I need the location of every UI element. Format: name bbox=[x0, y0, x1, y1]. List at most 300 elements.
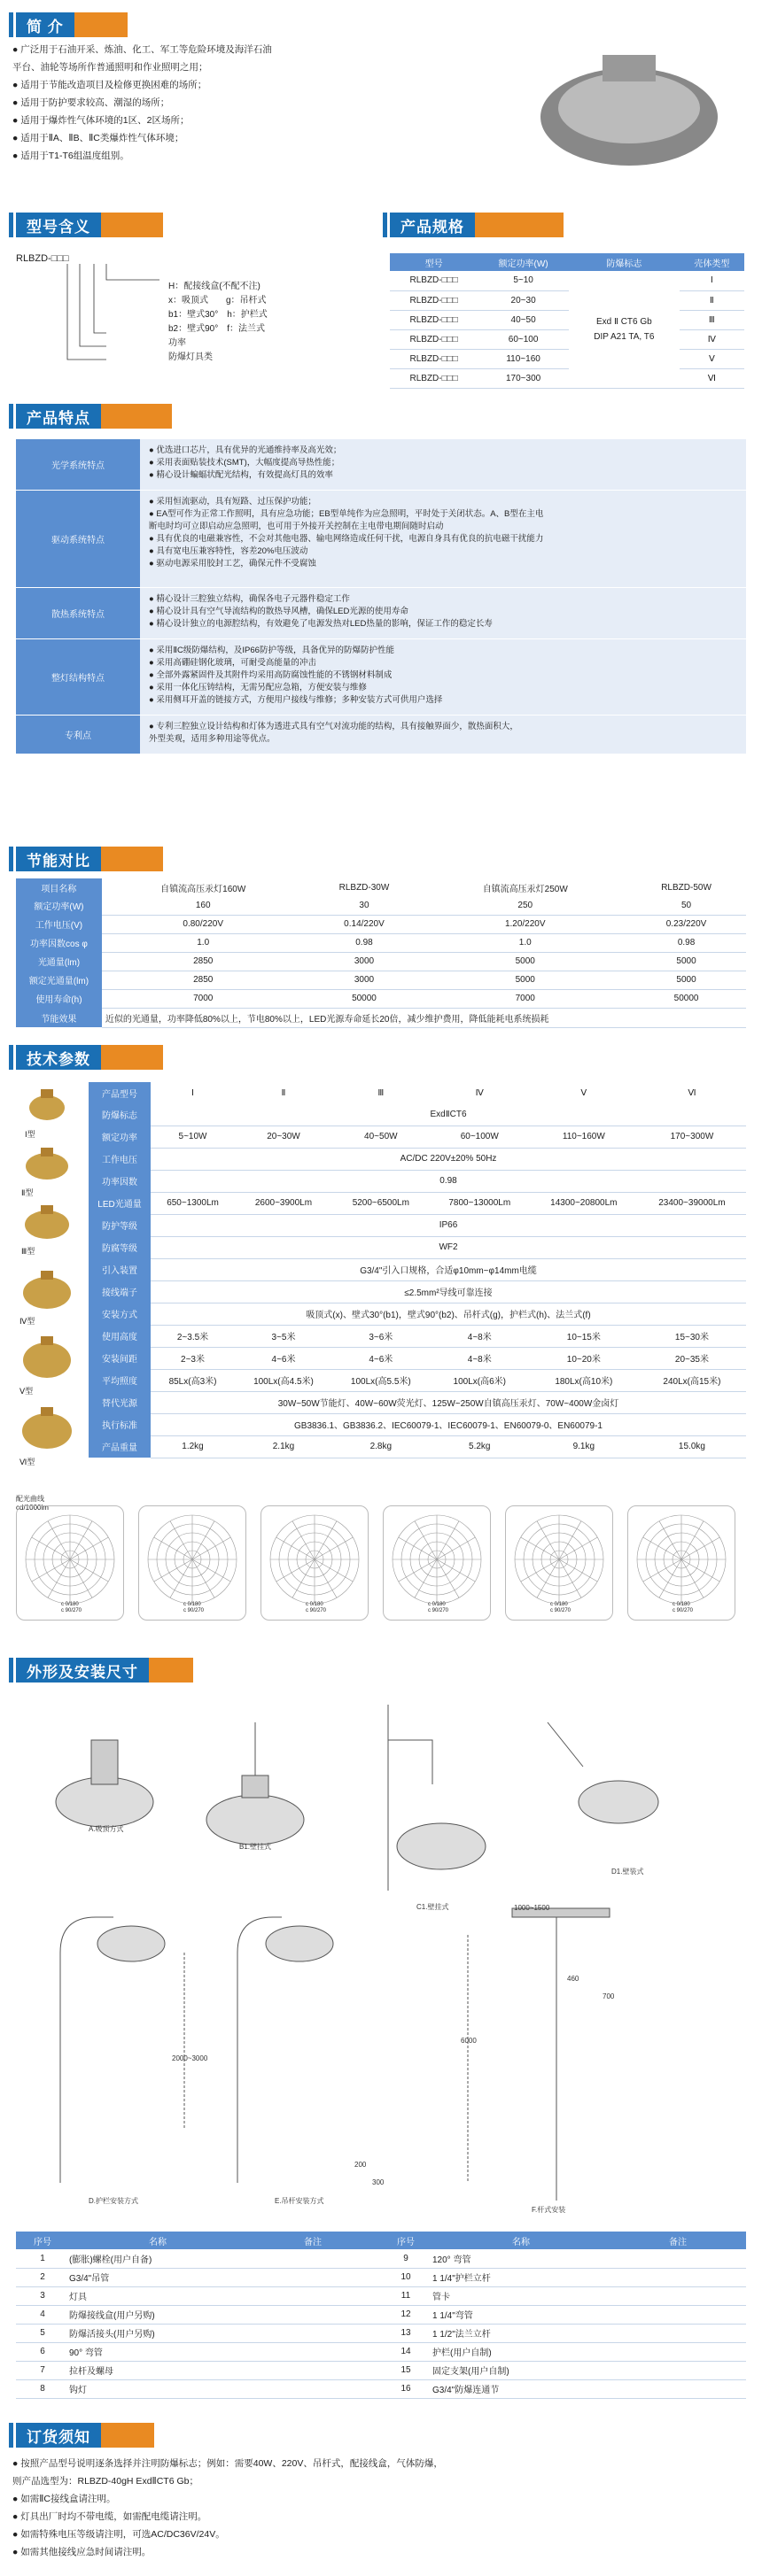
install-dim: 1000~1500 bbox=[514, 1904, 550, 1912]
saving-cell: 0.98 bbox=[626, 933, 746, 952]
polar-curve-chart bbox=[505, 1505, 613, 1621]
lamp-icon bbox=[19, 1404, 74, 1453]
parts-header-cell: 备注 bbox=[304, 2237, 322, 2247]
feature-line: ● 采用ⅡC级防爆结构，及IP66防护等级，具备优异的防爆防护性能 bbox=[149, 646, 394, 655]
polar-legend: c 90/270 bbox=[550, 1608, 572, 1613]
polar-curve-chart bbox=[383, 1505, 491, 1621]
feature-line: ● 采用高硼硅钢化玻璃，可耐受高能量的冲击 bbox=[149, 658, 316, 668]
saving-cell: 160 bbox=[102, 896, 305, 915]
order-title: 订货须知 bbox=[16, 2423, 101, 2448]
table-row bbox=[16, 2342, 746, 2361]
tech-header-cell: Ⅰ bbox=[151, 1082, 235, 1103]
tech-row-label: 安装间距 bbox=[89, 1347, 151, 1369]
tech-row-label: 替代光源 bbox=[89, 1391, 151, 1413]
feature-line: ● 优选进口芯片，具有优异的光通维持率及高光效； bbox=[149, 445, 342, 455]
lamp-type-label: Ⅴ型 bbox=[19, 1387, 34, 1396]
spec-header bbox=[390, 213, 564, 237]
tech-cell: 10~20米 bbox=[530, 1347, 638, 1369]
saving-header-cell: 项目名称 bbox=[41, 884, 77, 894]
spec-header-cell: 防爆标志 bbox=[606, 259, 642, 269]
saving-header-cell: 自镇流高压汞灯160W bbox=[102, 878, 305, 896]
tech-cell: 3~6米 bbox=[332, 1325, 430, 1347]
saving-row-label: 额定功率(W) bbox=[16, 896, 102, 915]
parts-cell: G3/4"防爆连通节 bbox=[432, 2379, 610, 2398]
feature-line: ● 精心设计蝙蝠状配光结构，有效提高灯具的效率 bbox=[149, 470, 333, 480]
install-label: C1.壁挂式 bbox=[416, 1903, 449, 1911]
spec-cell: RLBZD-□□□ bbox=[390, 290, 478, 310]
parts-cell: 1 1/4"护栏立杆 bbox=[432, 2268, 610, 2286]
polar-legend: c 90/270 bbox=[183, 1608, 205, 1613]
parts-cell: 灯具 bbox=[69, 2286, 246, 2305]
order-line: ● 灯具出厂时均不带电缆，如需配电缆请注明。 bbox=[12, 2511, 207, 2522]
feature-key: 专利点 bbox=[16, 716, 140, 754]
tech-cell: 4~8米 bbox=[430, 1347, 530, 1369]
saving-cell: 2850 bbox=[102, 952, 305, 971]
spec-cell: 110~160 bbox=[478, 349, 569, 368]
spec-mark: DIP A21 TA, T6 bbox=[594, 331, 655, 342]
lamp-icon bbox=[19, 1268, 74, 1312]
tech-cell: 3~5米 bbox=[235, 1325, 332, 1347]
spec-cell: 170~300 bbox=[478, 368, 569, 388]
tech-row-label: 防爆标志 bbox=[89, 1103, 151, 1126]
parts-cell: 防爆接线盒(用户另购) bbox=[69, 2305, 246, 2324]
tech-header-cell: Ⅱ bbox=[235, 1082, 332, 1103]
saving-cell: 1.0 bbox=[424, 933, 626, 952]
parts-cell: (膨胀)螺栓(用户自备) bbox=[69, 2249, 246, 2268]
intro-line: ● 广泛用于石油开采、炼油、化工、军工等危险环境及海洋石油 bbox=[12, 44, 272, 55]
parts-cell: G3/4"吊管 bbox=[69, 2268, 246, 2286]
lamp-type-2 bbox=[21, 1144, 73, 1198]
parts-header-cell: 序号 bbox=[34, 2237, 51, 2247]
tech-header-cell: Ⅳ bbox=[430, 1082, 530, 1103]
parts-cell: 14 bbox=[379, 2342, 432, 2361]
tech-row-label: 接线端子 bbox=[89, 1280, 151, 1303]
polar-legend: c 90/270 bbox=[428, 1608, 449, 1613]
parts-table bbox=[16, 2232, 746, 2399]
parts-cell: 16 bbox=[379, 2379, 432, 2398]
order-line: ● 如需ⅡC接线盒请注明。 bbox=[12, 2494, 116, 2504]
lamp-type-5 bbox=[19, 1334, 74, 1396]
spec-cell: 5~10 bbox=[478, 271, 569, 290]
feature-line: ● EA型可作为正常工作照明，具有应急功能；EB型单纯作为应急照明，平时处于关闭状态。A、B型在主电 bbox=[149, 509, 544, 519]
intro-line: ● 适用于节能改造项目及检修更换困难的场所； bbox=[12, 80, 207, 90]
polar-curve-chart bbox=[627, 1505, 735, 1621]
spec-cell: 20~30 bbox=[478, 290, 569, 310]
tech-row-label: 平均照度 bbox=[89, 1369, 151, 1391]
curve-title: 配光曲线 bbox=[16, 1495, 44, 1503]
tech-cell: 60~100W bbox=[430, 1126, 530, 1148]
saving-cell: 0.14/220V bbox=[305, 915, 424, 933]
parts-cell: 6 bbox=[16, 2342, 69, 2361]
product-photo bbox=[496, 19, 753, 188]
saving-cell: 0.98 bbox=[305, 933, 424, 952]
parts-cell: 5 bbox=[16, 2324, 69, 2342]
parts-cell: 7 bbox=[16, 2361, 69, 2379]
install-dim: 460 bbox=[567, 1975, 579, 1983]
polar-curve-chart bbox=[260, 1505, 369, 1621]
parts-cell: 拉杆及螺母 bbox=[69, 2361, 246, 2379]
tech-row-label: 防护等级 bbox=[89, 1214, 151, 1236]
parts-cell bbox=[610, 2324, 746, 2342]
features-header bbox=[16, 404, 172, 429]
parts-cell bbox=[246, 2249, 379, 2268]
saving-cell: 7000 bbox=[424, 989, 626, 1008]
polar-curve-chart bbox=[16, 1505, 124, 1621]
tech-cell: 180Lx(高10米) bbox=[530, 1369, 638, 1391]
order-line: ● 如需特殊电压等级请注明，可选AC/DC36V/24V。 bbox=[12, 2529, 225, 2540]
saving-cell: 250 bbox=[424, 896, 626, 915]
curve-unit: cd/1000lm bbox=[16, 1504, 49, 1512]
saving-header-cell: RLBZD-50W bbox=[626, 878, 746, 896]
tech-header-cell: Ⅴ bbox=[530, 1082, 638, 1103]
saving-cell: 0.23/220V bbox=[626, 915, 746, 933]
tech-row-label: 防腐等级 bbox=[89, 1236, 151, 1258]
table-row bbox=[16, 2379, 746, 2398]
install-label: A.吸顶方式 bbox=[89, 1825, 124, 1833]
tech-cell: 吸顶式(x)、壁式30°(b1)，壁式90°(b2)、吊杆式(g)，护栏式(h)、法兰式(f) bbox=[151, 1303, 746, 1325]
tech-cell: 5~10W bbox=[151, 1126, 235, 1148]
saving-cell: 5000 bbox=[424, 952, 626, 971]
parts-cell bbox=[246, 2361, 379, 2379]
parts-cell: 管卡 bbox=[432, 2286, 610, 2305]
tech-cell: 100Lx(高5.5米) bbox=[332, 1369, 430, 1391]
saving-cell: 5000 bbox=[626, 971, 746, 989]
tech-table bbox=[89, 1082, 746, 1458]
polar-legend: c 0/180 bbox=[306, 1602, 323, 1607]
spec-cell: RLBZD-□□□ bbox=[390, 271, 478, 290]
install-dim: 200 bbox=[354, 2161, 367, 2169]
saving-table bbox=[16, 878, 746, 1028]
feature-line: ● 精心设计三腔独立结构，确保各电子元器件稳定工作 bbox=[149, 594, 350, 604]
model-item: h：护栏式 bbox=[227, 310, 268, 320]
tech-cell: 9.1kg bbox=[530, 1435, 638, 1458]
tech-cell: GB3836.1、GB3836.2、IEC60079-1、IEC60079-1、EN60079-0、EN60079-1 bbox=[151, 1413, 746, 1435]
tech-cell: 2600~3900Lm bbox=[235, 1192, 332, 1214]
polar-curve-chart bbox=[138, 1505, 246, 1621]
install-dim: 700 bbox=[603, 1992, 615, 2000]
parts-cell: 13 bbox=[379, 2324, 432, 2342]
saving-cell: 5000 bbox=[626, 952, 746, 971]
saving-cell: 0.80/220V bbox=[102, 915, 305, 933]
lamp-icon bbox=[19, 1334, 74, 1382]
model-item: 防爆灯具类 bbox=[168, 352, 213, 362]
saving-title: 节能对比 bbox=[16, 847, 101, 871]
model-item: b2：壁式90° bbox=[168, 324, 219, 334]
lamp-type-label: Ⅵ型 bbox=[19, 1458, 35, 1466]
tech-cell: IP66 bbox=[151, 1214, 746, 1236]
parts-cell: 钩灯 bbox=[69, 2379, 246, 2398]
parts-cell: 防爆活接头(用户另购) bbox=[69, 2324, 246, 2342]
tech-cell: AC/DC 220V±20% 50Hz bbox=[151, 1148, 746, 1170]
model-item: f：法兰式 bbox=[227, 324, 266, 334]
install-label: D1.壁装式 bbox=[611, 1868, 644, 1876]
order-line: ● 如需其他接线应急时间请注明。 bbox=[12, 2547, 152, 2557]
install-drawings bbox=[16, 1687, 746, 2218]
tech-cell: 2~3米 bbox=[151, 1347, 235, 1369]
install-header bbox=[16, 1658, 193, 1683]
spec-mark: Exd Ⅱ CT6 Gb bbox=[595, 316, 652, 327]
parts-cell: 120° 弯管 bbox=[432, 2249, 610, 2268]
tech-row-label: 功率因数 bbox=[89, 1170, 151, 1192]
install-dim: 300 bbox=[372, 2178, 385, 2186]
parts-cell: 8 bbox=[16, 2379, 69, 2398]
install-dim: 6000 bbox=[461, 2037, 477, 2045]
parts-header-cell: 名称 bbox=[149, 2237, 167, 2247]
lamp-type-label: Ⅲ型 bbox=[21, 1247, 35, 1256]
parts-cell bbox=[610, 2361, 746, 2379]
parts-cell bbox=[610, 2379, 746, 2398]
spec-header-cell: 型号 bbox=[424, 259, 443, 269]
intro-line: ● 适用于爆炸性气体环境的1区、2区场所； bbox=[12, 115, 190, 126]
parts-cell: 15 bbox=[379, 2361, 432, 2379]
table-row bbox=[16, 2324, 746, 2342]
polar-legend: c 0/180 bbox=[550, 1602, 568, 1607]
feature-line: ● 全部外露紧固件及其附件均采用高防腐蚀性能的不锈钢材料制成 bbox=[149, 670, 393, 680]
parts-cell: 4 bbox=[16, 2305, 69, 2324]
saving-header-cell: RLBZD-30W bbox=[305, 878, 424, 896]
feature-key: 整灯结构特点 bbox=[16, 639, 140, 715]
order-list bbox=[12, 2455, 748, 2561]
spec-cell: Ⅳ bbox=[680, 329, 744, 349]
model-item: b1：壁式30° bbox=[168, 310, 219, 320]
feature-line: ● 采用恒流驱动，具有短路、过压保护功能； bbox=[149, 497, 316, 507]
parts-cell bbox=[610, 2268, 746, 2286]
tech-cell: 2.8kg bbox=[332, 1435, 430, 1458]
saving-cell: 1.20/220V bbox=[424, 915, 626, 933]
parts-cell bbox=[246, 2268, 379, 2286]
lamp-icon bbox=[21, 1144, 73, 1184]
parts-cell bbox=[246, 2379, 379, 2398]
tech-cell: 170~300W bbox=[638, 1126, 746, 1148]
tech-cell: WF2 bbox=[151, 1236, 746, 1258]
tech-title: 技术参数 bbox=[16, 1045, 101, 1070]
tech-header bbox=[16, 1045, 163, 1070]
lamp-type-3 bbox=[21, 1203, 73, 1257]
tech-cell: 15.0kg bbox=[638, 1435, 746, 1458]
tech-cell: 1.2kg bbox=[151, 1435, 235, 1458]
parts-cell bbox=[610, 2286, 746, 2305]
saving-note: 近似的光通量，功率降低80%以上，节电80%以上，LED光源寿命延长20倍，减少维护费用，降低能耗电系统损耗 bbox=[102, 1008, 746, 1027]
feature-line: ● 专利三腔独立设计结构和灯体为透进式具有空气对流功能的结构，具有接触界面少，散热面积大， bbox=[149, 722, 518, 731]
spec-cell: Ⅴ bbox=[680, 349, 744, 368]
parts-cell: 1 bbox=[16, 2249, 69, 2268]
parts-cell: 护栏(用户自制) bbox=[432, 2342, 610, 2361]
table-row bbox=[16, 2286, 746, 2305]
parts-cell: 90° 弯管 bbox=[69, 2342, 246, 2361]
parts-cell bbox=[246, 2305, 379, 2324]
tech-cell: 14300~20800Lm bbox=[530, 1192, 638, 1214]
saving-row-label: 使用寿命(h) bbox=[16, 989, 102, 1008]
install-label: D.护栏安装方式 bbox=[89, 2197, 138, 2205]
lamp-type-label: Ⅳ型 bbox=[19, 1317, 35, 1326]
parts-header-cell: 名称 bbox=[512, 2237, 530, 2247]
feature-line: ● 采用表面贴装技术(SMT)，大幅度提高导热性能； bbox=[149, 458, 340, 468]
intro-list bbox=[12, 41, 420, 165]
saving-row-label: 功率因数cos φ bbox=[16, 933, 102, 952]
intro-header bbox=[16, 12, 128, 37]
parts-cell bbox=[246, 2342, 379, 2361]
spec-cell: Ⅵ bbox=[680, 368, 744, 388]
polar-legend: c 90/270 bbox=[306, 1608, 327, 1613]
lamp-type-label: Ⅰ型 bbox=[25, 1130, 35, 1139]
tech-cell: 2.1kg bbox=[235, 1435, 332, 1458]
parts-cell bbox=[610, 2305, 746, 2324]
polar-legend: c 0/180 bbox=[673, 1602, 690, 1607]
tech-cell: 20~35米 bbox=[638, 1347, 746, 1369]
tech-row-label: 额定功率 bbox=[89, 1126, 151, 1148]
tech-header-cell: Ⅵ bbox=[638, 1082, 746, 1103]
saving-cell: 3000 bbox=[305, 952, 424, 971]
tech-cell: ExdⅡCT6 bbox=[151, 1103, 746, 1126]
model-item: 功率 bbox=[168, 338, 186, 348]
tech-cell: G3/4"引入口规格，合适φ10mm~φ14mm电缆 bbox=[151, 1258, 746, 1280]
feature-key: 散热系统特点 bbox=[16, 588, 140, 638]
install-title: 外形及安装尺寸 bbox=[16, 1658, 149, 1683]
feature-line: ● 驱动电源采用胶封工艺，确保元件不受腐蚀 bbox=[149, 559, 316, 569]
feature-line: ● 具有宽电压兼容特性，容差20%电压波动 bbox=[149, 546, 308, 556]
saving-row-label: 工作电压(V) bbox=[16, 915, 102, 933]
spec-cell: RLBZD-□□□ bbox=[390, 349, 478, 368]
parts-cell: 1 1/4"弯管 bbox=[432, 2305, 610, 2324]
model-title: 型号含义 bbox=[16, 213, 101, 237]
tech-cell: 15~30米 bbox=[638, 1325, 746, 1347]
feature-line: ● 精心设计具有空气导流结构的散热导风槽，确保LED光源的使用寿命 bbox=[149, 607, 408, 616]
order-line: ● 按照产品型号说明逐条选择并注明防爆标志；例如：需要40W、220V、吊杆式，配接线盒，气体防爆， bbox=[12, 2458, 443, 2469]
intro-line: ● 适用于防护要求较高、潮湿的场所； bbox=[12, 97, 170, 108]
saving-row-label: 节能效果 bbox=[16, 1008, 102, 1027]
spec-header-cell: 壳体类型 bbox=[694, 259, 730, 269]
saving-cell: 50000 bbox=[626, 989, 746, 1008]
saving-cell: 5000 bbox=[424, 971, 626, 989]
install-label: F.杆式安装 bbox=[532, 2206, 566, 2214]
tech-cell: 23400~39000Lm bbox=[638, 1192, 746, 1214]
model-items bbox=[168, 280, 268, 365]
tech-row-label: 使用高度 bbox=[89, 1325, 151, 1347]
tech-cell: 40~50W bbox=[332, 1126, 430, 1148]
polar-legend: c 0/180 bbox=[183, 1602, 201, 1607]
saving-cell: 30 bbox=[305, 896, 424, 915]
lamp-type-label: Ⅱ型 bbox=[21, 1188, 34, 1197]
feature-key: 光学系统特点 bbox=[16, 439, 140, 490]
tech-cell: 5200~6500Lm bbox=[332, 1192, 430, 1214]
tech-cell: 100Lx(高4.5米) bbox=[235, 1369, 332, 1391]
tech-cell: 2~3.5米 bbox=[151, 1325, 235, 1347]
tech-cell: ≤2.5mm²导线可靠连接 bbox=[151, 1280, 746, 1303]
polar-legend: c 0/180 bbox=[428, 1602, 446, 1607]
intro-line: ● 适用于ⅡA、ⅡB、ⅡC类爆炸性气体环境； bbox=[12, 133, 184, 143]
lamp-type-1 bbox=[25, 1086, 69, 1140]
tech-row-label: LED光通量 bbox=[89, 1192, 151, 1214]
saving-cell: 50000 bbox=[305, 989, 424, 1008]
model-item: H：配接线盒(不配不注) bbox=[168, 282, 260, 291]
tech-row-label: 执行标准 bbox=[89, 1413, 151, 1435]
tech-cell: 0.98 bbox=[151, 1170, 746, 1192]
lamp-icon bbox=[25, 1086, 69, 1126]
saving-cell: 1.0 bbox=[102, 933, 305, 952]
model-item: x：吸顶式 bbox=[168, 296, 208, 306]
tech-cell: 85Lx(高3米) bbox=[151, 1369, 235, 1391]
tech-cell: 240Lx(高15米) bbox=[638, 1369, 746, 1391]
tech-cell: 110~160W bbox=[530, 1126, 638, 1148]
spec-cell: RLBZD-□□□ bbox=[390, 310, 478, 329]
tech-row-label: 引入装置 bbox=[89, 1258, 151, 1280]
lamp-type-4 bbox=[19, 1268, 74, 1327]
spec-table bbox=[390, 253, 744, 389]
feature-line: ● 采用一体化压铸结构，无需另配应急箱，方便安装与维修 bbox=[149, 683, 367, 692]
feature-line: 断电时均可立即启动应急照明，也可用于外接开关控制在主电带电期间随时启动 bbox=[149, 522, 444, 531]
tech-cell: 20~30W bbox=[235, 1126, 332, 1148]
features-title: 产品特点 bbox=[16, 404, 101, 429]
spec-cell: Ⅲ bbox=[680, 310, 744, 329]
polar-legend: c 0/180 bbox=[61, 1602, 79, 1607]
feature-key: 驱动系统特点 bbox=[16, 491, 140, 587]
parts-cell bbox=[610, 2342, 746, 2361]
tech-cell: 4~6米 bbox=[235, 1347, 332, 1369]
parts-header-cell: 序号 bbox=[397, 2237, 415, 2247]
saving-header bbox=[16, 847, 163, 871]
tech-cell: 30W~50W节能灯、40W~60W荧光灯、125W~250W自镇高压汞灯、70W~400W金卤灯 bbox=[151, 1391, 746, 1413]
spec-title: 产品规格 bbox=[390, 213, 475, 237]
parts-cell: 1 1/2"法兰立杆 bbox=[432, 2324, 610, 2342]
tech-cell: 7800~13000Lm bbox=[430, 1192, 530, 1214]
intro-line: ● 适用于T1-T6组温度组别。 bbox=[12, 151, 129, 161]
tech-header-cell: Ⅲ bbox=[332, 1082, 430, 1103]
spec-cell: RLBZD-□□□ bbox=[390, 329, 478, 349]
parts-header-cell: 备注 bbox=[669, 2237, 687, 2247]
polar-legend: c 90/270 bbox=[673, 1608, 694, 1613]
tech-row-label: 工作电压 bbox=[89, 1148, 151, 1170]
model-lines bbox=[53, 262, 168, 377]
tech-cell: 4~8米 bbox=[430, 1325, 530, 1347]
feature-line: ● 采用侧耳开盖的链接方式，方便用户接线与维修；多种安装方式可供用户选择 bbox=[149, 695, 443, 705]
tech-header-cell: 产品型号 bbox=[89, 1082, 151, 1103]
polar-legend: c 90/270 bbox=[61, 1608, 82, 1613]
order-line: 则产品选型为：RLBZD-40gH ExdⅡCT6 Gb； bbox=[12, 2476, 198, 2487]
parts-cell: 11 bbox=[379, 2286, 432, 2305]
install-label: B1.壁挂式 bbox=[239, 1843, 272, 1851]
saving-cell: 50 bbox=[626, 896, 746, 915]
tech-cell: 5.2kg bbox=[430, 1435, 530, 1458]
intro-line: 平台、油轮等场所作普通照明和作业照明之用； bbox=[12, 62, 208, 73]
install-dim: 2000~3000 bbox=[172, 2054, 208, 2062]
intro-title: 简 介 bbox=[16, 12, 74, 37]
tech-cell: 100Lx(高6米) bbox=[430, 1369, 530, 1391]
spec-cell: Ⅰ bbox=[680, 271, 744, 290]
tech-type-column bbox=[16, 1077, 87, 1470]
table-row bbox=[16, 2268, 746, 2286]
table-row bbox=[16, 2305, 746, 2324]
tech-cell: 4~6米 bbox=[332, 1347, 430, 1369]
parts-cell bbox=[246, 2286, 379, 2305]
parts-cell: 12 bbox=[379, 2305, 432, 2324]
lamp-photo-icon bbox=[496, 19, 753, 188]
model-header bbox=[16, 213, 163, 237]
tech-cell: 10~15米 bbox=[530, 1325, 638, 1347]
lamp-type-6 bbox=[19, 1404, 74, 1467]
spec-cell: 40~50 bbox=[478, 310, 569, 329]
tech-cell: 650~1300Lm bbox=[151, 1192, 235, 1214]
tech-row-label: 产品重量 bbox=[89, 1435, 151, 1458]
feature-line: 外型美观，适用多种用途等优点。 bbox=[149, 734, 276, 744]
saving-cell: 3000 bbox=[305, 971, 424, 989]
model-code: RLBZD-□□□ bbox=[16, 253, 69, 264]
saving-cell: 7000 bbox=[102, 989, 305, 1008]
parts-cell bbox=[246, 2324, 379, 2342]
model-item: g：吊杆式 bbox=[226, 296, 267, 306]
spec-cell: Ⅱ bbox=[680, 290, 744, 310]
parts-cell: 10 bbox=[379, 2268, 432, 2286]
parts-cell bbox=[610, 2249, 746, 2268]
